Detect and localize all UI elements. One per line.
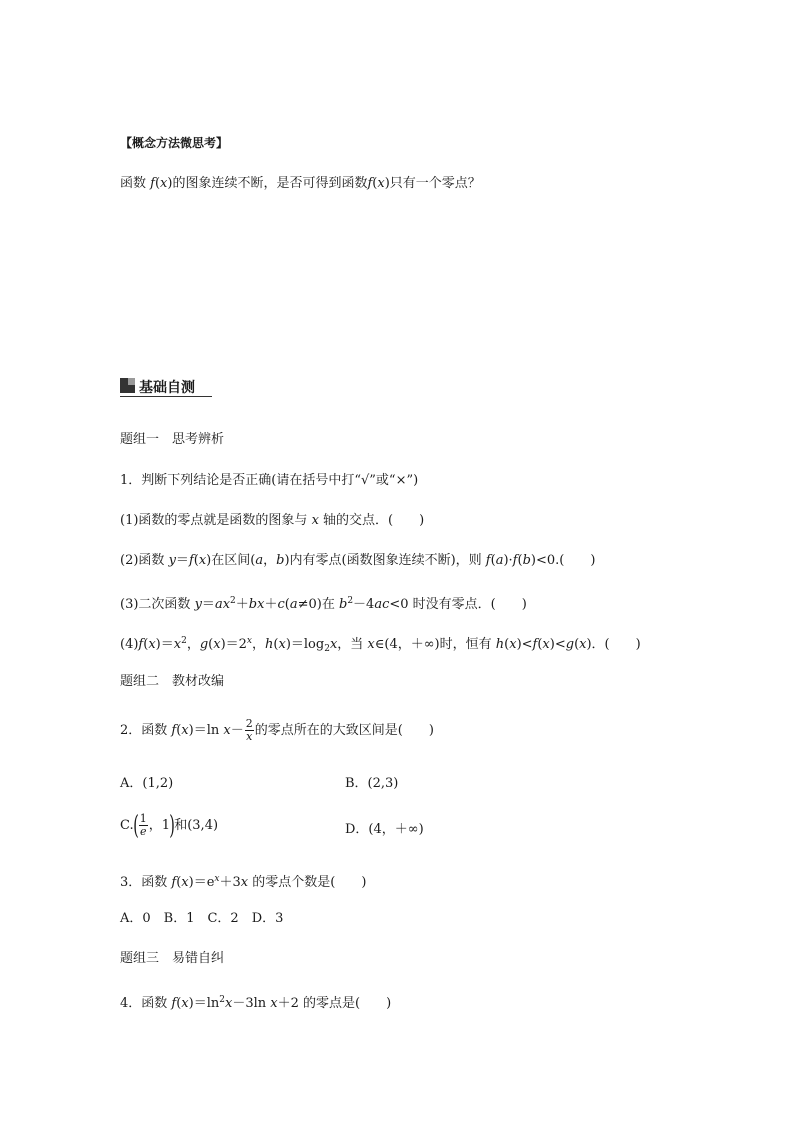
section-title: 基础自测: [139, 380, 195, 396]
statement-2: (2)函数 y＝f(x)在区间(a，b)内有零点(函数图象连续不断)，则 f(a)·f(b)<0.( ): [120, 553, 596, 568]
section-header: [120, 375, 212, 397]
question-3-options: A．0 B．1 C．2 D．3: [120, 911, 284, 926]
question-3: 3．函数 $f(x)=e^x+3x$ 的零点个数是( ): [120, 874, 367, 890]
question-2: 2．函数 f(x)＝ln x－ $\frac{2}{x}$ 的零点所在的大致区间是( ): [120, 717, 434, 743]
section-square-icon: [120, 378, 135, 393]
fraction-2-over-x: $\frac{2}{x}$: [245, 717, 253, 743]
section-underline: [120, 396, 212, 397]
option-d: D．(4，＋∞): [345, 822, 424, 837]
statement-1: (1)函数的零点就是函数的图象与 x 轴的交点．( ): [120, 513, 425, 528]
statement-4: $(4)f(x)=x^2$，$g(x)=2^x$，$h(x)=\log_2x$，当 x∈(4，＋∞)时，恒有 h(x)<f(x)<g(x)．( ): [120, 636, 641, 654]
concept-heading: 【概念方法微思考】: [120, 136, 229, 150]
group3-title: 题组三 易错自纠: [120, 951, 225, 966]
group2-title: 题组二 教材改编: [120, 674, 225, 689]
option-a: A．(1,2): [120, 776, 174, 791]
option-b: B．(2,3): [345, 776, 399, 791]
concept-question: 函数 f(x)的图象连续不断，是否可得到函数f(x)只有一个零点？: [120, 176, 481, 191]
option-c: C.( $\frac{1}{e}$ ，1)和(3,4): [120, 810, 219, 841]
statement-3: (3)二次函数 $y=ax^2+bx+c(a\ne 0)$在 $b^2-4ac<0$ 时没有零点．( ): [120, 596, 527, 612]
fraction-1-over-e: $\frac{1}{e}$: [139, 812, 147, 838]
question-4: 4．函数 $f(x)=\ln^2x-3\ln$ x＋2 的零点是( ): [120, 995, 392, 1011]
question-1: 1．判断下列结论是否正确(请在括号中打“√”或“×”): [120, 473, 419, 488]
group1-title: 题组一 思考辨析: [120, 432, 225, 447]
